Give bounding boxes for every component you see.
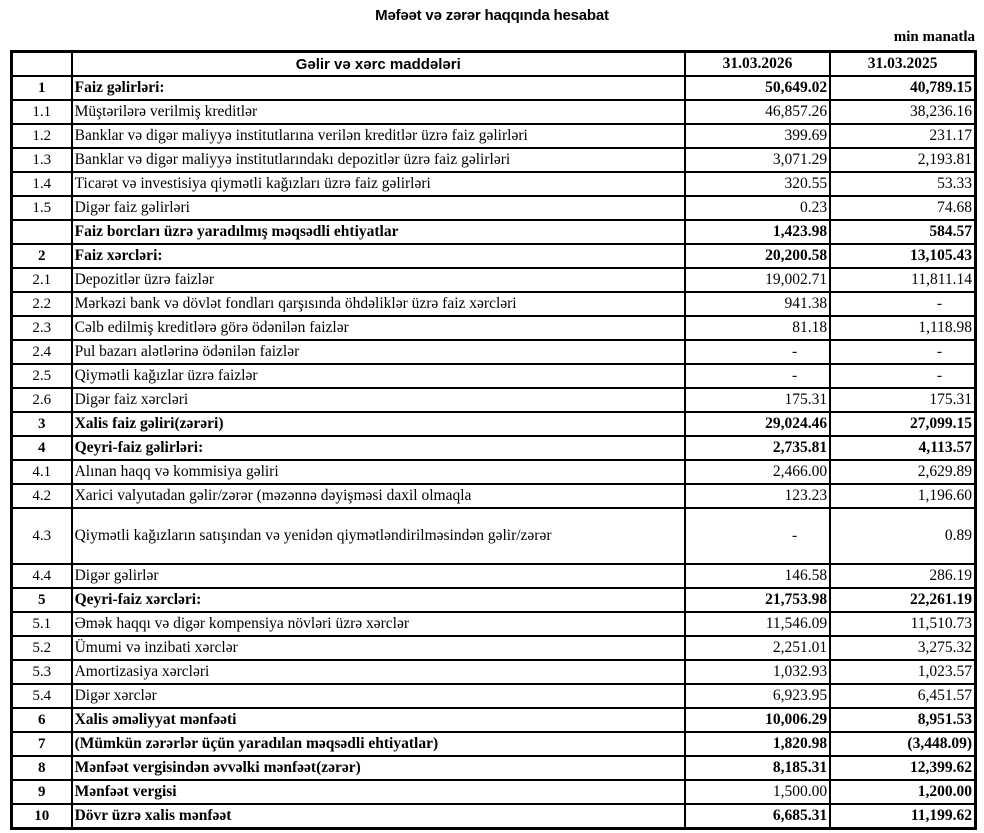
value-2026: 146.58 bbox=[685, 564, 830, 588]
row-label: Pul bazarı alətlərinə ödənilən faizlər bbox=[72, 340, 685, 364]
row-label: Xarici valyutadan gəlir/zərər (məzənnə dəyişməsi daxil olmaqla bbox=[72, 484, 685, 508]
value-2025: 27,099.15 bbox=[830, 412, 975, 436]
table-row bbox=[12, 172, 976, 196]
value-2025: 13,105.43 bbox=[830, 244, 975, 268]
row-number: 5.3 bbox=[12, 660, 72, 684]
row-label: Faiz gəlirləri: bbox=[72, 76, 685, 100]
value-2025: 3,275.32 bbox=[830, 636, 975, 660]
row-number: 2.4 bbox=[12, 340, 72, 364]
table-row bbox=[12, 124, 976, 148]
value-2026: 29,024.46 bbox=[685, 412, 830, 436]
value-2025: - bbox=[830, 292, 975, 316]
value-2026: 175.31 bbox=[685, 388, 830, 412]
value-2025: 74.68 bbox=[830, 196, 975, 220]
value-2026: 1,423.98 bbox=[685, 220, 830, 244]
row-number: 9 bbox=[12, 780, 72, 804]
row-label: Banklar və digər maliyyə institutlarına verilən kreditlər üzrə faiz gəlirləri bbox=[72, 124, 685, 148]
value-2026: 2,466.00 bbox=[685, 460, 830, 484]
row-label: Mənfəət vergisindən əvvəlki mənfəət(zərər) bbox=[72, 756, 685, 780]
value-2025: 0.89 bbox=[830, 508, 975, 564]
table-header-row bbox=[12, 52, 976, 77]
value-2026: 8,185.31 bbox=[685, 756, 830, 780]
unit-note: min manatla bbox=[893, 29, 975, 45]
row-label: Digər faiz xərcləri bbox=[72, 388, 685, 412]
row-label: Banklar və digər maliyyə institutlarındakı depozitlər üzrə faiz gəlirləri bbox=[72, 148, 685, 172]
row-label: Mərkəzi bank və dövlət fondları qarşısında öhdəliklər üzrə faiz xərcləri bbox=[72, 292, 685, 316]
table-row bbox=[12, 588, 976, 612]
table-row bbox=[12, 708, 976, 732]
row-label: Müştərilərə verilmiş kreditlər bbox=[72, 100, 685, 124]
row-number: 2.6 bbox=[12, 388, 72, 412]
value-2025: 1,196.60 bbox=[830, 484, 975, 508]
table-row bbox=[12, 100, 976, 124]
row-label: Digər faiz gəlirləri bbox=[72, 196, 685, 220]
value-2025: 231.17 bbox=[830, 124, 975, 148]
row-label: (Mümkün zərərlər üçün yaradılan məqsədli ehtiyatlar) bbox=[72, 732, 685, 756]
table-row bbox=[12, 436, 976, 460]
row-number: 4 bbox=[12, 436, 72, 460]
value-2025: 4,113.57 bbox=[830, 436, 975, 460]
value-2025: 1,118.98 bbox=[830, 316, 975, 340]
value-2026: 46,857.26 bbox=[685, 100, 830, 124]
row-number: 1.4 bbox=[12, 172, 72, 196]
table-row bbox=[12, 684, 976, 708]
value-2025: 11,811.14 bbox=[830, 268, 975, 292]
value-2026: 1,820.98 bbox=[685, 732, 830, 756]
value-2026: 1,500.00 bbox=[685, 780, 830, 804]
row-number: 8 bbox=[12, 756, 72, 780]
row-number: 4.1 bbox=[12, 460, 72, 484]
row-number: 4.2 bbox=[12, 484, 72, 508]
table-row bbox=[12, 364, 976, 388]
value-2026: 19,002.71 bbox=[685, 268, 830, 292]
table-row bbox=[12, 460, 976, 484]
table-row bbox=[12, 732, 976, 756]
value-2025: 6,451.57 bbox=[830, 684, 975, 708]
value-2025: 286.19 bbox=[830, 564, 975, 588]
value-2025: 1,200.00 bbox=[830, 780, 975, 804]
table-row bbox=[12, 340, 976, 364]
row-number: 1 bbox=[12, 76, 72, 100]
income-statement-table bbox=[10, 50, 977, 830]
row-number: 1.3 bbox=[12, 148, 72, 172]
table-row bbox=[12, 388, 976, 412]
value-2025: 12,399.62 bbox=[830, 756, 975, 780]
row-label: Əmək haqqı və digər kompensiya növləri üzrə xərclər bbox=[72, 612, 685, 636]
row-number: 4.3 bbox=[12, 508, 72, 564]
row-number bbox=[12, 220, 72, 244]
table-row bbox=[12, 316, 976, 340]
row-number: 5 bbox=[12, 588, 72, 612]
table-row bbox=[12, 780, 976, 804]
row-label: Depozitlər üzrə faizlər bbox=[72, 268, 685, 292]
value-2025: (3,448.09) bbox=[830, 732, 975, 756]
row-label: Qeyri-faiz gəlirləri: bbox=[72, 436, 685, 460]
header-empty-cell bbox=[12, 52, 72, 77]
row-label: Qiymətli kağızların satışından və yenidən qiymətləndirilməsindən gəlir/zərər bbox=[72, 508, 685, 564]
value-2026: 123.23 bbox=[685, 484, 830, 508]
value-2026: - bbox=[685, 508, 830, 564]
value-2026: - bbox=[685, 340, 830, 364]
value-2025: - bbox=[830, 340, 975, 364]
value-2025: 38,236.16 bbox=[830, 100, 975, 124]
header-period-2026: 31.03.2026 bbox=[685, 52, 830, 77]
table-row bbox=[12, 484, 976, 508]
row-number: 2 bbox=[12, 244, 72, 268]
table-row bbox=[12, 76, 976, 100]
value-2026: 6,923.95 bbox=[685, 684, 830, 708]
row-number: 5.2 bbox=[12, 636, 72, 660]
row-label: Faiz borcları üzrə yaradılmış məqsədli ehtiyatlar bbox=[72, 220, 685, 244]
value-2025: 40,789.15 bbox=[830, 76, 975, 100]
table-row bbox=[12, 508, 976, 564]
row-number: 2.3 bbox=[12, 316, 72, 340]
value-2026: 11,546.09 bbox=[685, 612, 830, 636]
table-row bbox=[12, 564, 976, 588]
table-row bbox=[12, 412, 976, 436]
value-2026: 6,685.31 bbox=[685, 804, 830, 829]
value-2025: 11,510.73 bbox=[830, 612, 975, 636]
row-number: 2.1 bbox=[12, 268, 72, 292]
value-2026: 399.69 bbox=[685, 124, 830, 148]
value-2026: 2,735.81 bbox=[685, 436, 830, 460]
value-2026: - bbox=[685, 364, 830, 388]
row-number: 2.5 bbox=[12, 364, 72, 388]
value-2026: 20,200.58 bbox=[685, 244, 830, 268]
row-label: Xalis faiz gəliri(zərəri) bbox=[72, 412, 685, 436]
value-2026: 0.23 bbox=[685, 196, 830, 220]
row-label: Qiymətli kağızlar üzrə faizlər bbox=[72, 364, 685, 388]
row-number: 3 bbox=[12, 412, 72, 436]
row-label: Ümumi və inzibati xərclər bbox=[72, 636, 685, 660]
value-2026: 50,649.02 bbox=[685, 76, 830, 100]
value-2025: - bbox=[830, 364, 975, 388]
row-label: Faiz xərcləri: bbox=[72, 244, 685, 268]
value-2026: 320.55 bbox=[685, 172, 830, 196]
table-row bbox=[12, 292, 976, 316]
table-row bbox=[12, 196, 976, 220]
value-2025: 22,261.19 bbox=[830, 588, 975, 612]
value-2025: 2,193.81 bbox=[830, 148, 975, 172]
row-label: Amortizasiya xərcləri bbox=[72, 660, 685, 684]
row-number: 2.2 bbox=[12, 292, 72, 316]
table-row bbox=[12, 660, 976, 684]
row-number: 6 bbox=[12, 708, 72, 732]
value-2025: 584.57 bbox=[830, 220, 975, 244]
header-item-column: Gəlir və xərc maddələri bbox=[72, 52, 685, 77]
row-number: 4.4 bbox=[12, 564, 72, 588]
table-body bbox=[12, 76, 976, 829]
row-label: Ticarət və investisiya qiymətli kağızları üzrə faiz gəlirləri bbox=[72, 172, 685, 196]
row-number: 7 bbox=[12, 732, 72, 756]
value-2026: 21,753.98 bbox=[685, 588, 830, 612]
value-2026: 941.38 bbox=[685, 292, 830, 316]
row-number: 10 bbox=[12, 804, 72, 829]
table-row bbox=[12, 612, 976, 636]
row-label: Xalis əməliyyat mənfəəti bbox=[72, 708, 685, 732]
page-title: Məfəət və zərər haqqında hesabat bbox=[375, 7, 609, 24]
value-2026: 1,032.93 bbox=[685, 660, 830, 684]
row-label: Dövr üzrə xalis mənfəət bbox=[72, 804, 685, 829]
table-row bbox=[12, 220, 976, 244]
row-number: 1.1 bbox=[12, 100, 72, 124]
row-label: Qeyri-faiz xərcləri: bbox=[72, 588, 685, 612]
table-row bbox=[12, 244, 976, 268]
value-2025: 1,023.57 bbox=[830, 660, 975, 684]
value-2025: 53.33 bbox=[830, 172, 975, 196]
row-label: Alınan haqq və kommisiya gəliri bbox=[72, 460, 685, 484]
table-row bbox=[12, 804, 976, 829]
header-period-2025: 31.03.2025 bbox=[830, 52, 975, 77]
row-label: Digər gəlirlər bbox=[72, 564, 685, 588]
row-number: 5.1 bbox=[12, 612, 72, 636]
row-number: 1.5 bbox=[12, 196, 72, 220]
row-label: Cəlb edilmiş kreditlərə görə ödənilən faizlər bbox=[72, 316, 685, 340]
value-2026: 3,071.29 bbox=[685, 148, 830, 172]
row-number: 1.2 bbox=[12, 124, 72, 148]
value-2026: 2,251.01 bbox=[685, 636, 830, 660]
table-row bbox=[12, 756, 976, 780]
table-row bbox=[12, 636, 976, 660]
table-row bbox=[12, 268, 976, 292]
row-label: Mənfəət vergisi bbox=[72, 780, 685, 804]
value-2025: 2,629.89 bbox=[830, 460, 975, 484]
value-2026: 81.18 bbox=[685, 316, 830, 340]
value-2025: 8,951.53 bbox=[830, 708, 975, 732]
value-2025: 175.31 bbox=[830, 388, 975, 412]
value-2025: 11,199.62 bbox=[830, 804, 975, 829]
table-row bbox=[12, 148, 976, 172]
value-2026: 10,006.29 bbox=[685, 708, 830, 732]
row-label: Digər xərclər bbox=[72, 684, 685, 708]
row-number: 5.4 bbox=[12, 684, 72, 708]
